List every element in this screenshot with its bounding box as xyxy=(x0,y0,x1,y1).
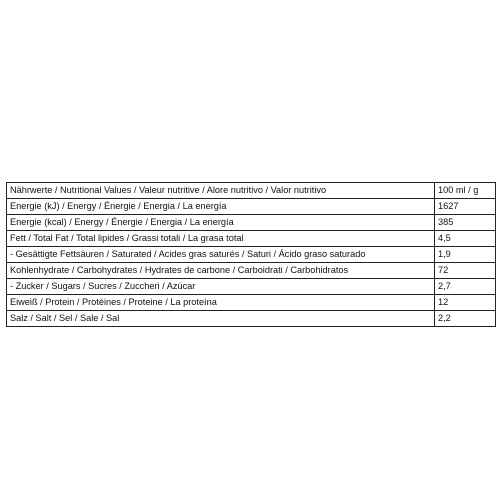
table-row xyxy=(7,215,496,231)
table-header-label: Nährwerte / Nutritional Values / Valeur nutritive / Alore nutritivo / Valor nutritivo xyxy=(7,183,435,199)
nutrient-label: Energie (kJ) / Energy / Énergie / Energia / La energía xyxy=(7,199,435,215)
table-row xyxy=(7,311,496,327)
nutrient-label: - Zucker / Sugars / Sucres / Zuccheri / Azúcar xyxy=(7,279,435,295)
nutrient-label: Salz / Salt / Sel / Sale / Sal xyxy=(7,311,435,327)
table-row xyxy=(7,295,496,311)
table-header-unit: 100 ml / g xyxy=(435,183,496,199)
table-row xyxy=(7,263,496,279)
nutrient-value: 12 xyxy=(435,295,496,311)
nutrient-label: Eiweiß / Protein / Protéines / Proteine / La proteína xyxy=(7,295,435,311)
nutrient-value: 2,7 xyxy=(435,279,496,295)
nutrient-label: Kohlenhydrate / Carbohydrates / Hydrates de carbone / Carboidrati / Carbohidratos xyxy=(7,263,435,279)
nutrient-label: - Gesättigte Fettsäuren / Saturated / Acides gras saturés / Saturi / Ácido graso saturado xyxy=(7,247,435,263)
table-row xyxy=(7,247,496,263)
nutrient-value: 385 xyxy=(435,215,496,231)
table-row xyxy=(7,279,496,295)
nutrient-value: 72 xyxy=(435,263,496,279)
table-row xyxy=(7,231,496,247)
table-row xyxy=(7,199,496,215)
nutrient-value: 1,9 xyxy=(435,247,496,263)
nutrient-value: 2,2 xyxy=(435,311,496,327)
nutrient-value: 4,5 xyxy=(435,231,496,247)
nutrition-table xyxy=(6,182,496,327)
nutrient-label: Fett / Total Fat / Total lipides / Grassi totali / La grasa total xyxy=(7,231,435,247)
nutrient-label: Energie (kcal) / Energy / Énergie / Energia / La energía xyxy=(7,215,435,231)
nutrient-value: 1627 xyxy=(435,199,496,215)
table-row xyxy=(7,183,496,199)
